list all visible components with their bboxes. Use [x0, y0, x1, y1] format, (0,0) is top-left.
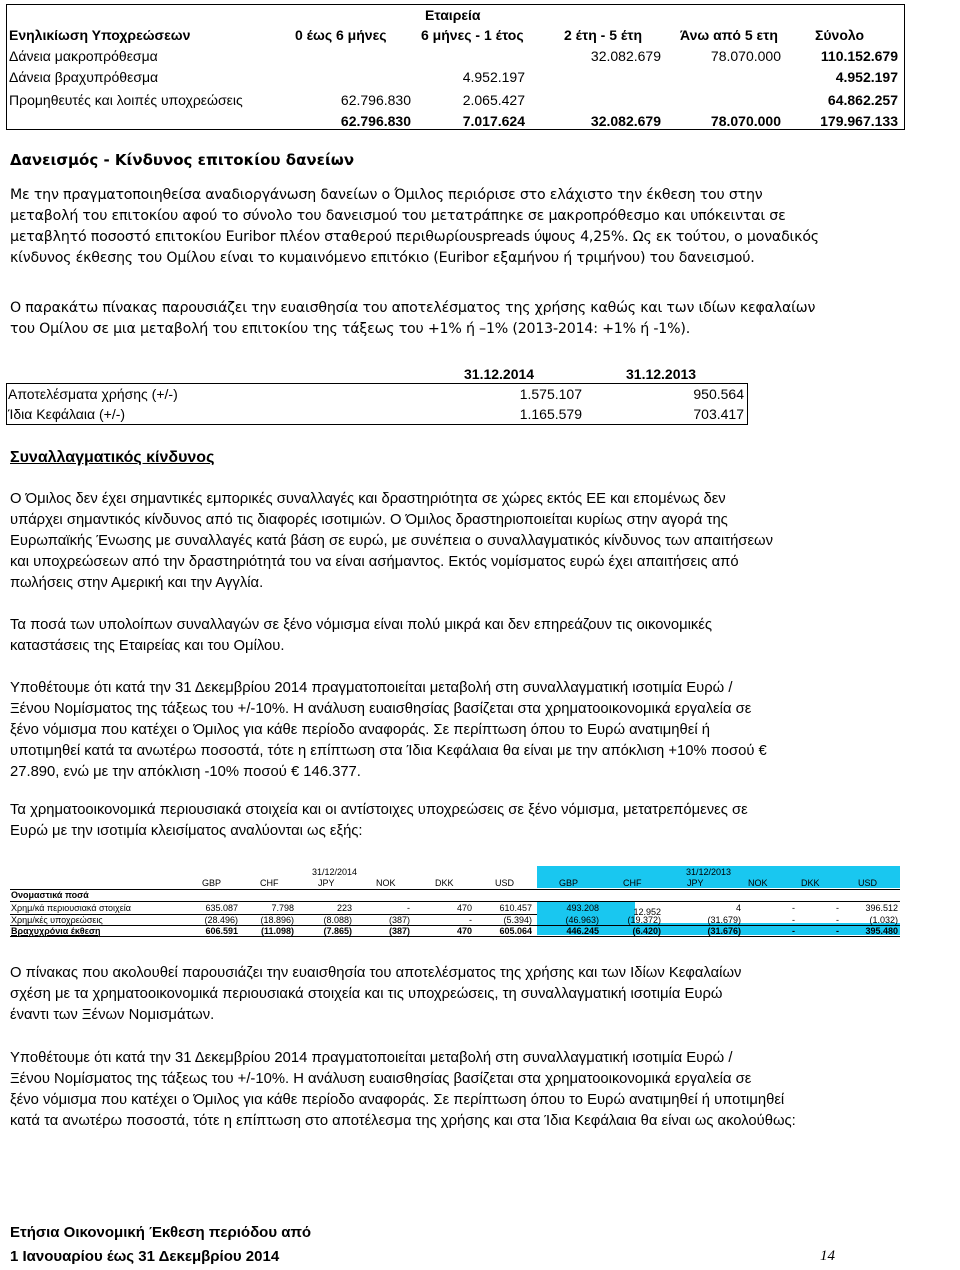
cell: (31.679)	[707, 915, 741, 925]
row-label: Χρημ/κές υποχρεώσεις	[11, 915, 103, 925]
paragraph	[10, 615, 904, 657]
cell: (5.394)	[503, 915, 532, 925]
cell: 703.417	[693, 406, 744, 422]
cell: 62.796.830	[340, 92, 411, 108]
liabilities-maturity-table	[6, 4, 905, 130]
footer-line: 1 Ιανουαρίου έως 31 Δεκεμβρίου 2014	[10, 1248, 280, 1265]
col-header: Ενηλικίωση Υποχρεώσεων	[9, 27, 191, 43]
cell: 950.564	[693, 386, 744, 402]
interest-sensitivity-table	[6, 365, 748, 425]
col-header: 6 μήνες - 1 έτος	[421, 27, 524, 43]
currency-header: USD	[495, 878, 515, 888]
cell-total: 4.952.197	[835, 69, 898, 85]
cell: 606.591	[205, 926, 238, 936]
cell: 2.065.427	[462, 92, 525, 108]
text-line: Υποθέτουμε ότι κατά την 31 Δεκεμβρίου 2014 πραγματοποιείται μεταβολή στη συναλλαγματική ισοτιμία Ευρώ /	[10, 1050, 733, 1066]
text-line: πωλήσεις στην Αμερική και την Αγγλία.	[10, 575, 264, 591]
col-header: Άνω από 5 ετη	[680, 27, 778, 43]
currency-header: GBP	[202, 878, 222, 888]
cell: -	[792, 903, 795, 913]
cell: 470	[456, 903, 472, 913]
text-line: Ο παρακάτω πίνακας παρουσιάζει την ευαισθησία του αποτελέσματος της χρήσης καθώς και των ιδίων κεφαλαίων	[10, 300, 816, 316]
fx-exposure-table	[10, 866, 900, 944]
text-line: Τα ποσά των υπολοίπων συναλλαγών σε ξένο νόμισμα είναι πολύ μικρά και δεν επηρεάζουν τις οικονομικές	[10, 617, 713, 633]
col-header: 31.12.2014	[464, 366, 535, 382]
text-line: έναντι των Ξένων Νομισμάτων.	[10, 1007, 215, 1023]
cell-total: 64.862.257	[827, 92, 898, 108]
paragraph	[10, 489, 904, 594]
currency-header: NOK	[376, 878, 396, 888]
cell: 470	[456, 926, 472, 936]
cell: (19.372)	[627, 915, 661, 925]
total-cell: 7.017.624	[462, 113, 525, 129]
paragraph	[10, 1048, 904, 1132]
currency-header: GBP	[559, 878, 579, 888]
date-2014: 31/12/2014	[312, 867, 358, 877]
cell: (387)	[388, 915, 410, 925]
col-header: 0 έως 6 μήνες	[295, 27, 387, 43]
cell: 1.165.579	[519, 406, 582, 422]
total-cell: 32.082.679	[590, 113, 661, 129]
total-cell: 62.796.830	[340, 113, 411, 129]
section-title-fx-risk: Συναλλαγματικός κίνδυνος	[10, 449, 215, 466]
cell: 12.952	[633, 907, 661, 917]
text-line: υποτιμηθεί κατά τα ανωτέρω ποσοστά, τότε η επίπτωση στα Ίδια Κεφάλαια θα είναι με την απόκλιση +10% ποσού €	[10, 743, 767, 759]
cell: 7.798	[271, 903, 294, 913]
col-header: Σύνολο	[815, 27, 865, 43]
grand-total: 179.967.133	[820, 113, 898, 129]
cell: (6.420)	[632, 926, 661, 936]
footer-line: Ετήσια Οικονομική Έκθεση περιόδου από	[10, 1224, 312, 1241]
page-footer	[10, 1221, 900, 1269]
currency-header: USD	[858, 878, 878, 888]
paragraph	[10, 185, 904, 269]
group-header: Εταιρεία	[425, 7, 481, 23]
text-line: Ξένου Νομίσματος της τάξεως του +/-10%. Η ανάλυση ευαισθησίας βασίζεται στα χρηματοοικονομικά εργαλεία σε	[10, 1071, 752, 1087]
row-label: Αποτελέσματα χρήσης (+/-)	[8, 386, 178, 402]
cell: -	[836, 926, 839, 936]
text-line: του Ομίλου σε μια μεταβολή του επιτοκίου της τάξεως του +1% ή –1% (2013-2014: +1% ή -1%).	[10, 321, 690, 337]
cell: (1.032)	[869, 915, 898, 925]
divider	[10, 901, 900, 902]
currency-header: DKK	[435, 878, 454, 888]
text-line: μεταβλητό ποσοστό επιτοκίου Euribor πλέον σταθερού περιθωρίουspreads ύψους 4,25%. Ως εκ τούτου, ο μοναδικός	[10, 229, 819, 245]
row-label: Ίδια Κεφάλαια (+/-)	[8, 406, 126, 422]
cell: (8.088)	[323, 915, 352, 925]
text-line: μεταβολή του επιτοκίου αφού το σύνολο του δανεισμού του μετατράπηκε σε μακροπρόθεσμο και υπόκεινται σε	[10, 208, 786, 224]
cell: (11.098)	[260, 926, 294, 936]
row-label: Δάνεια μακροπρόθεσμα	[9, 48, 158, 64]
cell: 223	[336, 903, 352, 913]
text-line: Ευρωπαϊκής Ένωσης με συναλλαγές κατά βάση σε ευρώ, με συνέπεια ο συναλλαγματικός κίνδυνος των απαιτήσεων	[10, 533, 773, 549]
text-line: ξένο νόμισμα που κατέχει ο Όμιλος για κάθε περίοδο αναφοράς. Σε περίπτωση όπου το Ευρώ ανατιμηθεί ή υποτιμηθεί	[10, 1092, 785, 1108]
cell: -	[836, 915, 839, 925]
section-title-interest-risk: Δανεισμός - Κίνδυνος επιτοκίου δανείων	[10, 151, 355, 169]
text-line: υπάρχει σημαντικός κίνδυνος από τις διαφορές ισοτιμιών. Ο Όμιλος δραστηριοποιείται κυρίως στην αγορά της	[10, 512, 728, 528]
currency-header: JPY	[687, 878, 704, 888]
section-label: Ονομαστικά ποσά	[11, 890, 89, 900]
text-line: Ο Όμιλος δεν έχει σημαντικές εμπορικές συναλλαγές και δραστηριότητα σε χώρες εκτός ΕΕ και επομένως δεν	[10, 491, 726, 507]
text-line: και υποχρεώσεων από την δραστηριότητά του να είναι ασήμαντος. Εκτός νομίσματος ευρώ έχει απαιτήσεις από	[10, 554, 739, 570]
cell: 4	[735, 903, 741, 913]
currency-header: DKK	[801, 878, 820, 888]
text-line: καταστάσεις της Εταιρείας και του Ομίλου.	[10, 638, 285, 654]
text-line: Υποθέτουμε ότι κατά την 31 Δεκεμβρίου 2014 πραγματοποιείται μεταβολή στη συναλλαγματική ισοτιμία Ευρώ /	[10, 680, 733, 696]
cell: (7.865)	[323, 926, 352, 936]
page-number: 14	[820, 1248, 835, 1264]
paragraph	[10, 800, 904, 842]
currency-header: CHF	[623, 878, 642, 888]
text-line: Ο πίνακας που ακολουθεί παρουσιάζει την ευαισθησία του αποτελέσματος της χρήσης και των Ιδίων Κεφαλαίων	[10, 965, 742, 981]
col-header: 2 έτη - 5 έτη	[564, 27, 643, 43]
text-line: Ευρώ με την ισοτιμία κλεισίματος αναλύονται ως εξής:	[10, 823, 363, 839]
row-label: Χρημ/κά περιουσιακά στοιχεία	[11, 903, 131, 913]
text-line: σχέση με τα χρηματοοικονομικά περιουσιακά στοιχεία και τις υποχρεώσεις, τη συναλλαγματική ισοτιμία Ευρώ	[10, 986, 723, 1002]
cell: 395.480	[865, 926, 898, 936]
cell: (387)	[388, 926, 410, 936]
cell: (18.896)	[260, 915, 294, 925]
currency-header: CHF	[260, 878, 279, 888]
cell: 610.457	[499, 903, 532, 913]
cell: (28.496)	[204, 915, 238, 925]
cell: 4.952.197	[462, 69, 525, 85]
paragraph	[10, 298, 904, 340]
row-label: Προμηθευτές και λοιπές υποχρεώσεις	[9, 92, 243, 108]
total-cell: 78.070.000	[710, 113, 781, 129]
text-line: Ξένου Νομίσματος της τάξεως του +/-10%. Η ανάλυση ευαισθησίας βασίζεται στα χρηματοοικονομικά εργαλεία σε	[10, 701, 752, 717]
currency-header: NOK	[748, 878, 768, 888]
date-2013: 31/12/2013	[686, 867, 732, 877]
cell: 78.070.000	[710, 48, 781, 64]
currency-header: JPY	[318, 878, 335, 888]
text-line: ξένο νόμισμα που κατέχει ο Όμιλος για κάθε περίοδο αναφοράς. Σε περίπτωση όπου το Ευρώ ανατιμηθεί ή	[10, 722, 710, 738]
cell: 1.575.107	[519, 386, 582, 402]
text-line: κατά τα ανωτέρω ποσοστά, τότε η επίπτωση στο αποτέλεσμα της χρήσης και στα Ίδια Κεφάλαια θα είναι ως ακολούθως:	[10, 1113, 796, 1129]
cell: 493.208	[566, 903, 599, 913]
paragraph	[10, 678, 904, 783]
text-line: 27.890, ενώ με την απόκλιση -10% ποσού € 146.377.	[10, 764, 361, 780]
divider	[10, 936, 900, 937]
cell: -	[469, 915, 472, 925]
cell: 396.512	[865, 903, 898, 913]
row-label: Βραχυχρόνια έκθεση	[11, 926, 101, 936]
cell-total: 110.152.679	[820, 48, 898, 64]
paragraph	[10, 963, 904, 1026]
cell: (46.963)	[565, 915, 599, 925]
cell: -	[792, 926, 795, 936]
divider	[10, 889, 900, 890]
cell: 605.064	[499, 926, 532, 936]
cell: -	[792, 915, 795, 925]
cell: -	[407, 903, 410, 913]
text-line: Τα χρηματοοικονομικά περιουσιακά στοιχεία και οι αντίστοιχες υποχρεώσεις σε ξένο νόμισμα, μετατρεπόμενες σε	[10, 802, 748, 818]
cell: -	[836, 903, 839, 913]
cell: 32.082.679	[590, 48, 661, 64]
cell: 446.245	[566, 926, 599, 936]
cell: 635.087	[205, 903, 238, 913]
col-header: 31.12.2013	[626, 366, 697, 382]
row-label: Δάνεια βραχυπρόθεσμα	[9, 69, 159, 85]
text-line: Με την πραγματοποιηθείσα αναδιοργάνωση δανείων ο Όμιλος περιόρισε στο ελάχιστο την έκθεση του στην	[10, 187, 763, 203]
cell: (31.676)	[707, 926, 741, 936]
text-line: κίνδυνος έκθεσης του Ομίλου είναι το κυμαινόμενο επιτόκιο (Euribor εξαμήνου ή τριμήνου) του δανεισμού.	[10, 250, 755, 266]
